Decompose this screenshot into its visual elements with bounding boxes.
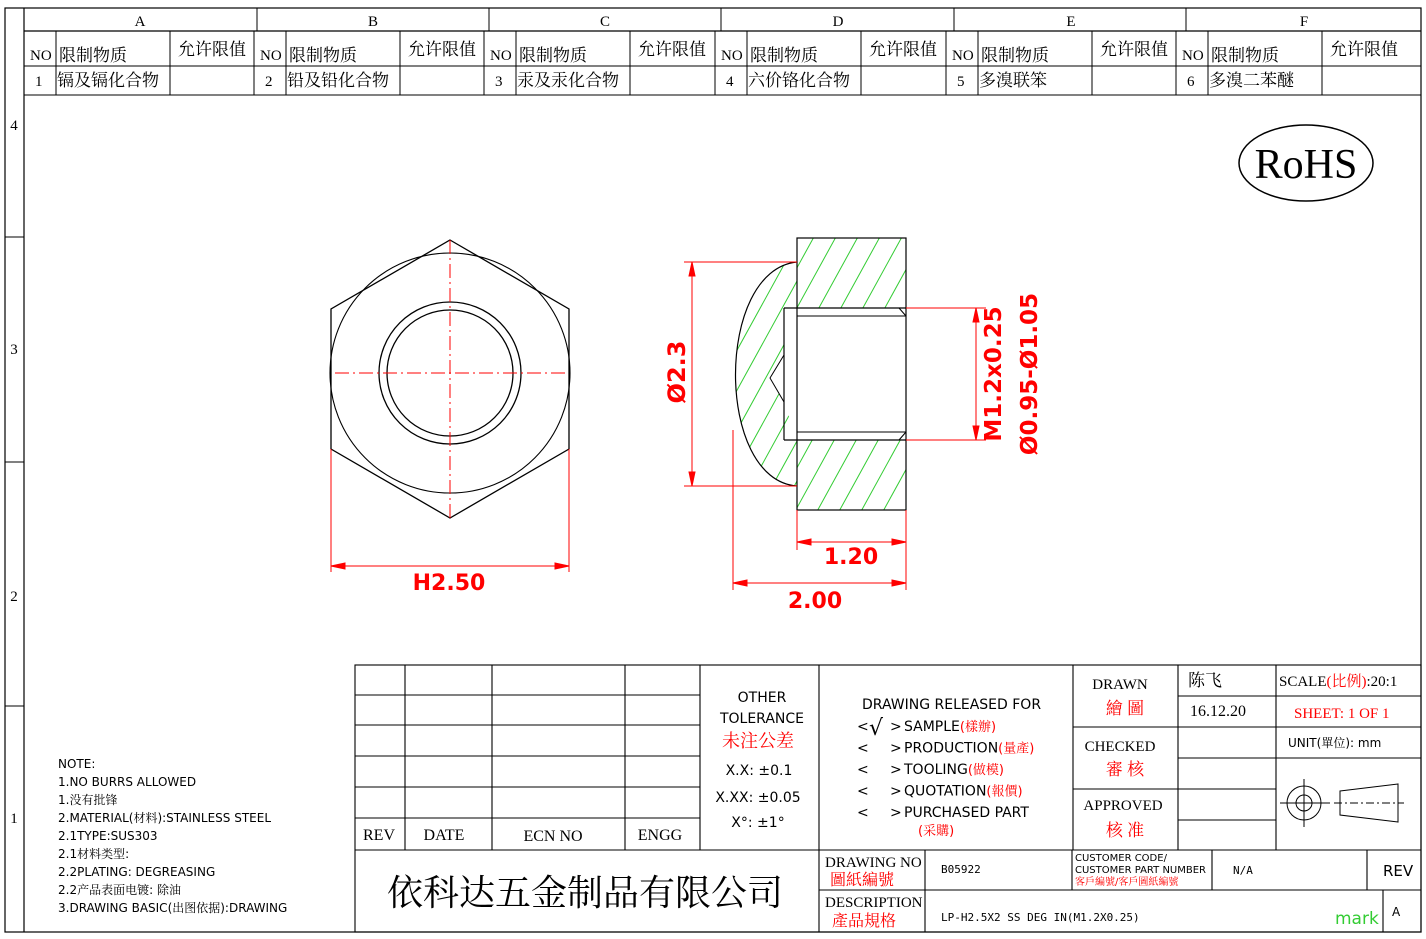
approved-label: APPROVED bbox=[1083, 798, 1163, 814]
zone-row-4: 4 bbox=[10, 118, 18, 134]
date-col-header: DATE bbox=[423, 827, 465, 844]
customer-value: N/A bbox=[1233, 864, 1253, 877]
release-bracket-open: < bbox=[857, 805, 869, 821]
approved-label-cn: 核 准 bbox=[1105, 821, 1145, 840]
restriction-header-limit: 允许限值 bbox=[1330, 40, 1398, 59]
drawn-date: 16.12.20 bbox=[1190, 703, 1246, 720]
zone-col-d: D bbox=[832, 14, 844, 30]
customer-label-cn: 客戶編號/客戶圖紙編號 bbox=[1075, 877, 1179, 888]
release-bracket-close: > bbox=[890, 783, 902, 800]
release-option-production: PRODUCTION(量產) bbox=[904, 740, 1035, 757]
zone-row-2: 2 bbox=[10, 589, 18, 605]
notes-block bbox=[58, 757, 287, 915]
release-bracket-close: > bbox=[890, 740, 902, 757]
column-zone-markers bbox=[257, 8, 1186, 31]
scale-field: SCALE(比例):20:1 bbox=[1279, 674, 1398, 690]
drawn-name: 陈飞 bbox=[1188, 671, 1222, 690]
drawing-no-label-cn: 圖紙編號 bbox=[830, 872, 895, 889]
tolerance-title-cn: 未注公差 bbox=[722, 731, 794, 752]
restriction-header-no: NO bbox=[952, 48, 974, 64]
restriction-item-no: 6 bbox=[1187, 74, 1195, 90]
tolerance-title-1: OTHER bbox=[737, 690, 787, 706]
release-bracket-close: > bbox=[890, 762, 902, 778]
note-line: 3.DRAWING BASIC(出图依据):DRAWING bbox=[58, 901, 288, 915]
company-name: 依科达五金制品有限公司 bbox=[386, 873, 784, 913]
hex-front-view bbox=[330, 240, 570, 518]
release-bracket-close: > bbox=[890, 805, 902, 821]
release-bracket-open: < bbox=[857, 762, 869, 778]
restriction-header-no: NO bbox=[490, 48, 512, 64]
engg-col-header: ENGG bbox=[637, 827, 683, 844]
checked-label-cn: 審 核 bbox=[1105, 760, 1145, 779]
restriction-item-no: 1 bbox=[35, 74, 43, 90]
restriction-header-substance: 限制物质 bbox=[289, 46, 357, 65]
sheet-field: SHEET: 1 OF 1 bbox=[1294, 706, 1390, 722]
restriction-item-name: 多溴二苯醚 bbox=[1209, 71, 1294, 90]
tolerance-title-2: TOLERANCE bbox=[719, 711, 805, 727]
restriction-header-substance: 限制物质 bbox=[981, 46, 1049, 65]
projection-symbol bbox=[1280, 779, 1404, 827]
outer-frame bbox=[5, 8, 1421, 932]
restriction-item-name: 镉及镉化合物 bbox=[57, 71, 159, 90]
release-title: DRAWING RELEASED FOR bbox=[862, 697, 1042, 713]
restriction-header-substance: 限制物质 bbox=[519, 46, 587, 65]
rev-col-header: REV bbox=[363, 827, 395, 844]
checked-label: CHECKED bbox=[1084, 739, 1156, 755]
restriction-header-no: NO bbox=[260, 48, 282, 64]
thread-label: M1.2x0.25 bbox=[981, 306, 1007, 442]
length-label: 2.00 bbox=[787, 589, 843, 614]
restriction-header-no: NO bbox=[721, 48, 743, 64]
mark-watermark: mark bbox=[1335, 909, 1379, 929]
restriction-item-name: 铅及铅化合物 bbox=[287, 71, 389, 90]
tolerance-deg: X°: ±1° bbox=[731, 815, 785, 831]
release-option-quotation: QUOTATION(報價) bbox=[904, 783, 1023, 800]
restriction-header-limit: 允许限值 bbox=[869, 40, 937, 59]
unit-field: UNIT(單位): mm bbox=[1288, 736, 1382, 750]
zone-col-b: B bbox=[367, 14, 379, 30]
rev-label: REV bbox=[1383, 862, 1414, 880]
restriction-item-no: 4 bbox=[726, 74, 734, 90]
ecn-col-header: ECN NO bbox=[523, 828, 583, 845]
restriction-item-no: 2 bbox=[265, 74, 273, 90]
restriction-header-no: NO bbox=[1182, 48, 1204, 64]
restriction-item-no: 5 bbox=[957, 74, 965, 90]
release-bracket-open: < bbox=[857, 719, 869, 735]
restriction-header-limit: 允许限值 bbox=[638, 40, 706, 59]
restriction-item-name: 汞及汞化合物 bbox=[517, 71, 619, 90]
zone-col-f: F bbox=[1299, 14, 1309, 30]
bore-label: Ø0.95-Ø1.05 bbox=[1017, 292, 1043, 456]
rev-value: A bbox=[1392, 905, 1401, 919]
drawn-label: DRAWN bbox=[1092, 677, 1148, 693]
zone-row-1: 1 bbox=[10, 811, 18, 827]
hex-width-label: H2.50 bbox=[412, 571, 486, 596]
zone-col-e: E bbox=[1066, 14, 1076, 30]
release-bracket-open: < bbox=[857, 740, 869, 757]
restriction-header-limit: 允许限值 bbox=[1100, 40, 1168, 59]
customer-label-2: CUSTOMER PART NUMBER bbox=[1075, 865, 1206, 876]
tolerance-x-x: X.X: ±0.1 bbox=[725, 763, 793, 779]
notes-title: NOTE: bbox=[58, 757, 96, 771]
customer-label-1: CUSTOMER CODE/ bbox=[1075, 853, 1167, 864]
release-bracket-open: < bbox=[857, 783, 869, 800]
depth-label: 1.20 bbox=[823, 545, 879, 570]
drawing-no-value: B05922 bbox=[941, 863, 981, 876]
drawing-no-label: DRAWING NO bbox=[825, 855, 922, 871]
release-option-sample: SAMPLE(樣辦) bbox=[904, 719, 997, 735]
note-line: 1.NO BURRS ALLOWED bbox=[58, 775, 197, 789]
note-line: 2.1TYPE:SUS303 bbox=[58, 829, 158, 843]
rohs-logo-text: RoHS bbox=[1254, 142, 1358, 188]
zone-col-a: A bbox=[134, 14, 146, 30]
release-option-tooling: TOOLING(做模) bbox=[904, 762, 1004, 778]
restriction-header-substance: 限制物质 bbox=[1211, 46, 1279, 65]
restriction-item-name: 多溴联笨 bbox=[979, 71, 1047, 90]
outer-dia-label: Ø2.3 bbox=[663, 340, 691, 404]
note-line: 2.1材料类型: bbox=[58, 847, 130, 861]
zone-col-c: C bbox=[599, 14, 611, 30]
restriction-header-limit: 允许限值 bbox=[408, 40, 476, 59]
description-value: LP-H2.5X2 SS DEG IN(M1.2X0.25) bbox=[941, 911, 1140, 924]
restriction-item-no: 3 bbox=[495, 74, 503, 90]
release-check-mark: √ bbox=[869, 716, 884, 741]
restriction-header-substance: 限制物质 bbox=[59, 46, 127, 65]
description-label: DESCRIPTION bbox=[825, 895, 923, 911]
restriction-header-substance: 限制物质 bbox=[750, 46, 818, 65]
restriction-item-name: 六价铬化合物 bbox=[748, 71, 850, 90]
note-line: 2.2PLATING: DEGREASING bbox=[58, 865, 216, 879]
release-bracket-close: > bbox=[890, 719, 902, 735]
note-line: 2.MATERIAL(材料):STAINLESS STEEL bbox=[58, 811, 272, 825]
description-label-cn: 產品規格 bbox=[832, 913, 897, 930]
restriction-header-no: NO bbox=[30, 48, 52, 64]
side-dimensions bbox=[684, 262, 986, 590]
drawn-label-cn: 繪 圖 bbox=[1105, 699, 1145, 718]
note-line: 2.2产品表面电镀: 除油 bbox=[58, 883, 181, 897]
restriction-header-limit: 允许限值 bbox=[178, 40, 246, 59]
note-line: 1.没有批锋 bbox=[58, 793, 118, 807]
zone-row-3: 3 bbox=[10, 342, 18, 358]
release-option-purchased-part: PURCHASED PART (采購) bbox=[904, 805, 1029, 839]
tolerance-x-xx: X.XX: ±0.05 bbox=[715, 790, 801, 806]
